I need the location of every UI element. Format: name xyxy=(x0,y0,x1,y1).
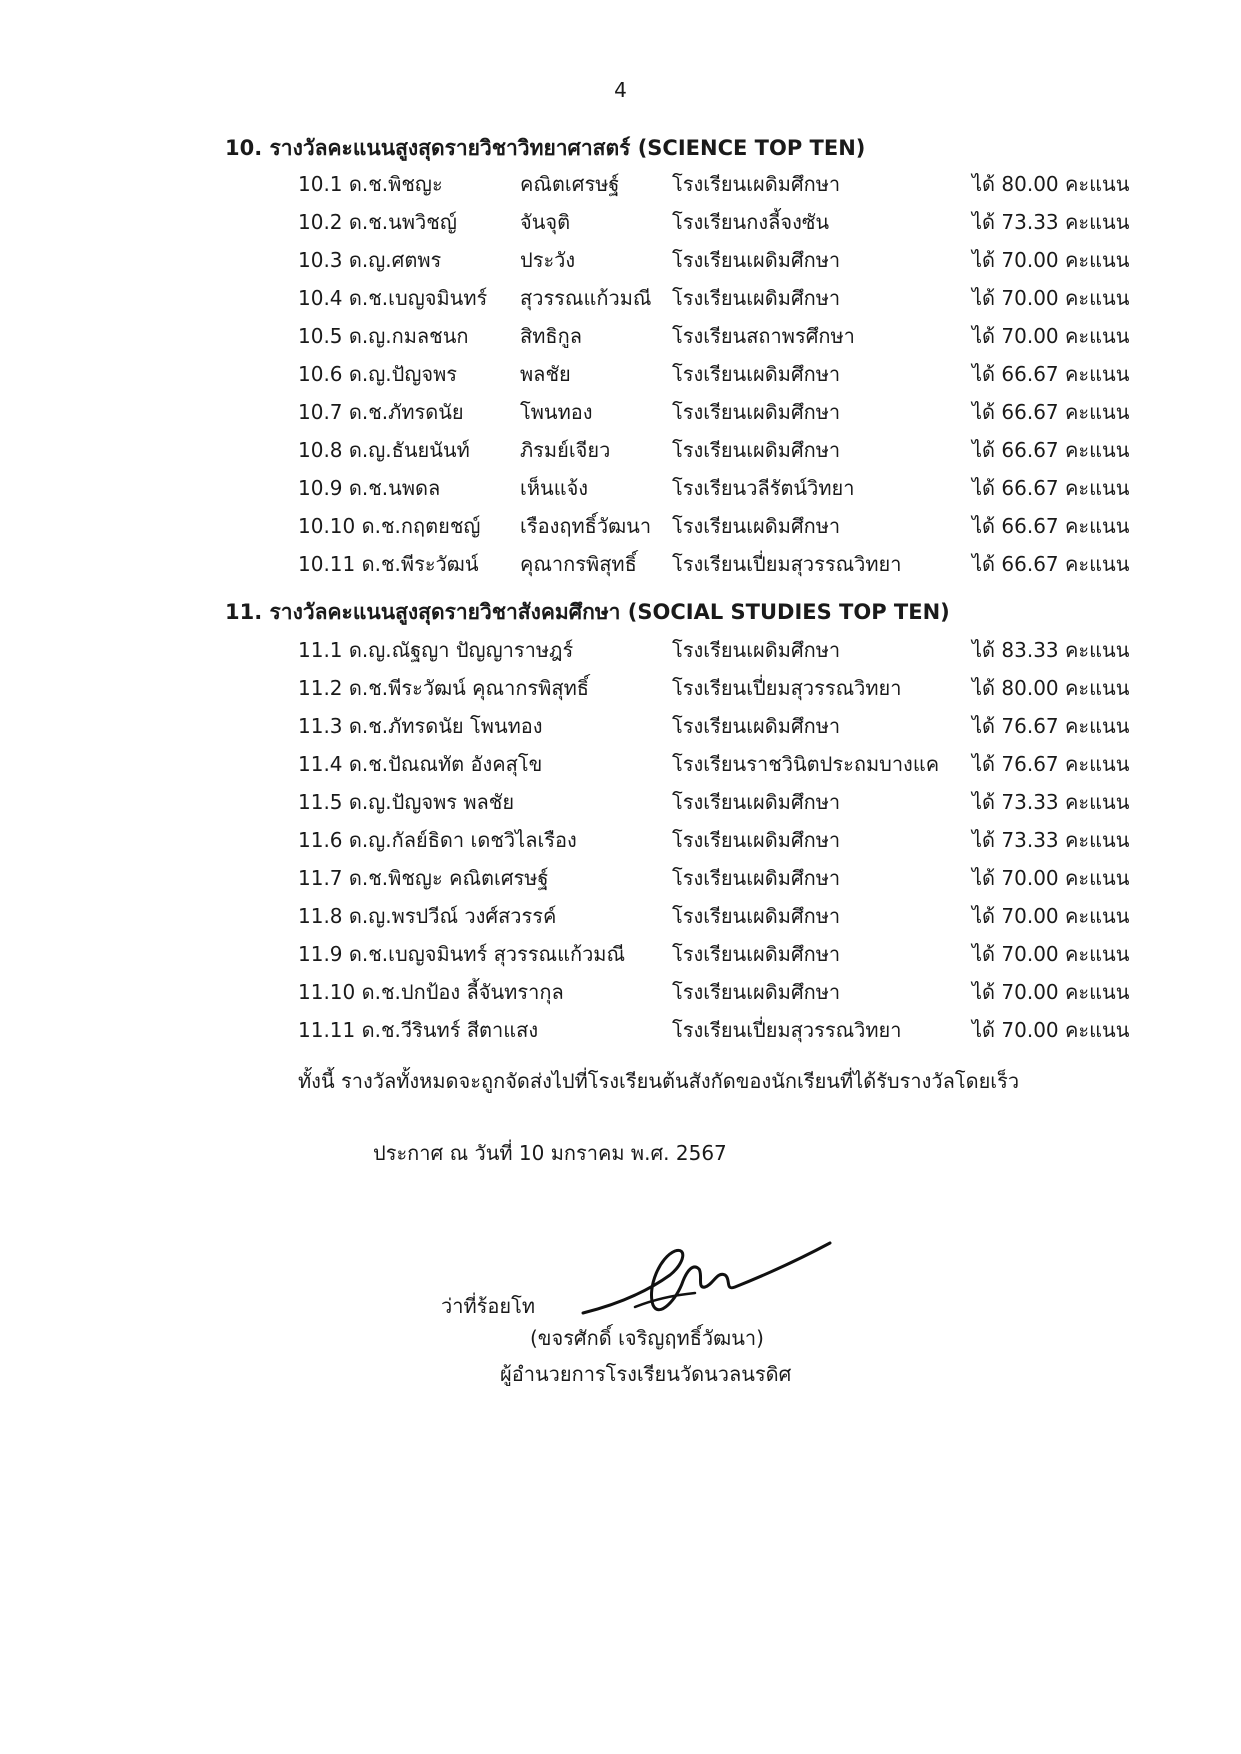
signatory-rank: ว่าที่ร้อยโท xyxy=(441,1294,536,1318)
student-name: 11.2 ด.ช.พีระวัฒน์ คุณากรพิสุทธิ์ xyxy=(298,676,589,700)
student-name: 10.5 ด.ญ.กมลชนก xyxy=(298,324,469,348)
score: ได้ 70.00 คะแนน xyxy=(972,248,1130,272)
section-title-science: 10. รางวัลคะแนนสูงสุดรายวิชาวิทยาศาสตร์ (SCIENCE TOP TEN) xyxy=(225,136,866,160)
student-surname: สุวรรณแก้วมณี xyxy=(520,286,652,310)
list-item xyxy=(0,976,1241,1012)
school-name: โรงเรียนเผดิมศึกษา xyxy=(672,172,841,196)
list-item xyxy=(0,1014,1241,1050)
school-name: โรงเรียนเผดิมศึกษา xyxy=(672,866,841,890)
school-name: โรงเรียนเผดิมศึกษา xyxy=(672,942,841,966)
student-name: 11.4 ด.ช.ปัณณทัต อังคสุโข xyxy=(298,752,543,776)
announcement-date: ประกาศ ณ วันที่ 10 มกราคม พ.ศ. 2567 xyxy=(373,1141,727,1165)
score: ได้ 66.67 คะแนน xyxy=(972,476,1130,500)
student-name: 10.3 ด.ญ.ศตพร xyxy=(298,248,442,272)
score: ได้ 73.33 คะแนน xyxy=(972,790,1130,814)
signature-image xyxy=(575,1235,835,1330)
score: ได้ 70.00 คะแนน xyxy=(972,942,1130,966)
list-item xyxy=(0,434,1241,470)
school-name: โรงเรียนเปี่ยมสุวรรณวิทยา xyxy=(672,1018,902,1042)
school-name: โรงเรียนสถาพรศึกษา xyxy=(672,324,855,348)
score: ได้ 73.33 คะแนน xyxy=(972,828,1130,852)
list-item xyxy=(0,900,1241,936)
student-name: 11.7 ด.ช.พิชญะ คณิตเศรษฐ์ xyxy=(298,866,549,890)
school-name: โรงเรียนเผดิมศึกษา xyxy=(672,248,841,272)
list-item xyxy=(0,548,1241,584)
list-item xyxy=(0,282,1241,318)
school-name: โรงเรียนกงลี้จงซัน xyxy=(672,210,830,234)
student-name: 10.2 ด.ช.นพวิชญ์ xyxy=(298,210,457,234)
student-name: 11.6 ด.ญ.กัลย์ธิดา เดชวิไลเรือง xyxy=(298,828,577,852)
student-surname: คณิตเศรษฐ์ xyxy=(520,172,620,196)
list-item xyxy=(0,710,1241,746)
school-name: โรงเรียนเผดิมศึกษา xyxy=(672,980,841,1004)
student-name: 11.11 ด.ช.วีรินทร์ สีตาแสง xyxy=(298,1018,539,1042)
school-name: โรงเรียนเผดิมศึกษา xyxy=(672,400,841,424)
student-surname: พลชัย xyxy=(520,362,571,386)
school-name: โรงเรียนเปี่ยมสุวรรณวิทยา xyxy=(672,552,902,576)
section-title-social-studies: 11. รางวัลคะแนนสูงสุดรายวิชาสังคมศึกษา (SOCIAL STUDIES TOP TEN) xyxy=(225,600,950,624)
student-surname: โพนทอง xyxy=(520,400,593,424)
score: ได้ 76.67 คะแนน xyxy=(972,752,1130,776)
score: ได้ 70.00 คะแนน xyxy=(972,1018,1130,1042)
school-name: โรงเรียนเผดิมศึกษา xyxy=(672,286,841,310)
score: ได้ 66.67 คะแนน xyxy=(972,400,1130,424)
list-item xyxy=(0,472,1241,508)
list-item xyxy=(0,320,1241,356)
list-item xyxy=(0,786,1241,822)
school-name: โรงเรียนเผดิมศึกษา xyxy=(672,438,841,462)
score: ได้ 70.00 คะแนน xyxy=(972,980,1130,1004)
student-surname: เรืองฤทธิ์วัฒนา xyxy=(520,514,652,538)
signatory-name: (ขจรศักดิ์ เจริญฤทธิ์วัฒนา) xyxy=(530,1326,764,1350)
score: ได้ 70.00 คะแนน xyxy=(972,286,1130,310)
student-name: 11.5 ด.ญ.ปัญจพร พลชัย xyxy=(298,790,515,814)
score: ได้ 66.67 คะแนน xyxy=(972,438,1130,462)
score: ได้ 66.67 คะแนน xyxy=(972,362,1130,386)
list-item xyxy=(0,634,1241,670)
list-item xyxy=(0,824,1241,860)
student-surname: สิทธิกูล xyxy=(520,324,582,348)
student-name: 10.4 ด.ช.เบญจมินทร์ xyxy=(298,286,488,310)
score: ได้ 66.67 คะแนน xyxy=(972,552,1130,576)
student-surname: ภิรมย์เจียว xyxy=(520,438,611,462)
school-name: โรงเรียนเผดิมศึกษา xyxy=(672,790,841,814)
score: ได้ 80.00 คะแนน xyxy=(972,172,1130,196)
list-item xyxy=(0,396,1241,432)
list-item xyxy=(0,168,1241,204)
page-number: 4 xyxy=(614,78,627,102)
student-name: 11.3 ด.ช.ภัทรดนัย โพนทอง xyxy=(298,714,543,738)
student-surname: ประวัง xyxy=(520,248,576,272)
score: ได้ 76.67 คะแนน xyxy=(972,714,1130,738)
student-name: 10.1 ด.ช.พิชญะ xyxy=(298,172,443,196)
score: ได้ 66.67 คะแนน xyxy=(972,514,1130,538)
score: ได้ 83.33 คะแนน xyxy=(972,638,1130,662)
student-surname: เห็นแจ้ง xyxy=(520,476,589,500)
student-name: 11.8 ด.ญ.พรปวีณ์ วงศ์สวรรค์ xyxy=(298,904,557,928)
school-name: โรงเรียนวลีรัตน์วิทยา xyxy=(672,476,855,500)
score: ได้ 70.00 คะแนน xyxy=(972,866,1130,890)
student-name: 11.10 ด.ช.ปกป้อง ลี้จันทรากุล xyxy=(298,980,564,1004)
school-name: โรงเรียนเผดิมศึกษา xyxy=(672,904,841,928)
student-surname: คุณากรพิสุทธิ์ xyxy=(520,552,637,576)
student-name: 10.11 ด.ช.พีระวัฒน์ xyxy=(298,552,479,576)
score: ได้ 73.33 คะแนน xyxy=(972,210,1130,234)
school-name: โรงเรียนเผดิมศึกษา xyxy=(672,638,841,662)
student-name: 11.9 ด.ช.เบญจมินทร์ สุวรรณแก้วมณี xyxy=(298,942,626,966)
student-name: 10.6 ด.ญ.ปัญจพร xyxy=(298,362,458,386)
list-item xyxy=(0,672,1241,708)
school-name: โรงเรียนเผดิมศึกษา xyxy=(672,362,841,386)
score: ได้ 70.00 คะแนน xyxy=(972,324,1130,348)
list-item xyxy=(0,938,1241,974)
delivery-note: ทั้งนี้ รางวัลทั้งหมดจะถูกจัดส่งไปที่โรงเรียนต้นสังกัดของนักเรียนที่ได้รับรางวัลโดยเร็ว xyxy=(298,1069,1020,1093)
school-name: โรงเรียนราชวินิตประถมบางแค xyxy=(672,752,940,776)
list-item xyxy=(0,862,1241,898)
signatory-position: ผู้อำนวยการโรงเรียนวัดนวลนรดิศ xyxy=(500,1362,792,1386)
list-item xyxy=(0,358,1241,394)
list-item xyxy=(0,244,1241,280)
list-item xyxy=(0,510,1241,546)
score: ได้ 80.00 คะแนน xyxy=(972,676,1130,700)
student-name: 10.9 ด.ช.นพดล xyxy=(298,476,441,500)
school-name: โรงเรียนเผดิมศึกษา xyxy=(672,714,841,738)
school-name: โรงเรียนเผดิมศึกษา xyxy=(672,828,841,852)
student-name: 10.8 ด.ญ.ธันยนันท์ xyxy=(298,438,470,462)
student-name: 10.7 ด.ช.ภัทรดนัย xyxy=(298,400,464,424)
student-name: 10.10 ด.ช.กฤตยชญ์ xyxy=(298,514,481,538)
school-name: โรงเรียนเผดิมศึกษา xyxy=(672,514,841,538)
student-surname: จันจุติ xyxy=(520,210,571,234)
student-name: 11.1 ด.ญ.ณัฐญา ปัญญาราษฎร์ xyxy=(298,638,574,662)
list-item xyxy=(0,748,1241,784)
score: ได้ 70.00 คะแนน xyxy=(972,904,1130,928)
list-item xyxy=(0,206,1241,242)
school-name: โรงเรียนเปี่ยมสุวรรณวิทยา xyxy=(672,676,902,700)
